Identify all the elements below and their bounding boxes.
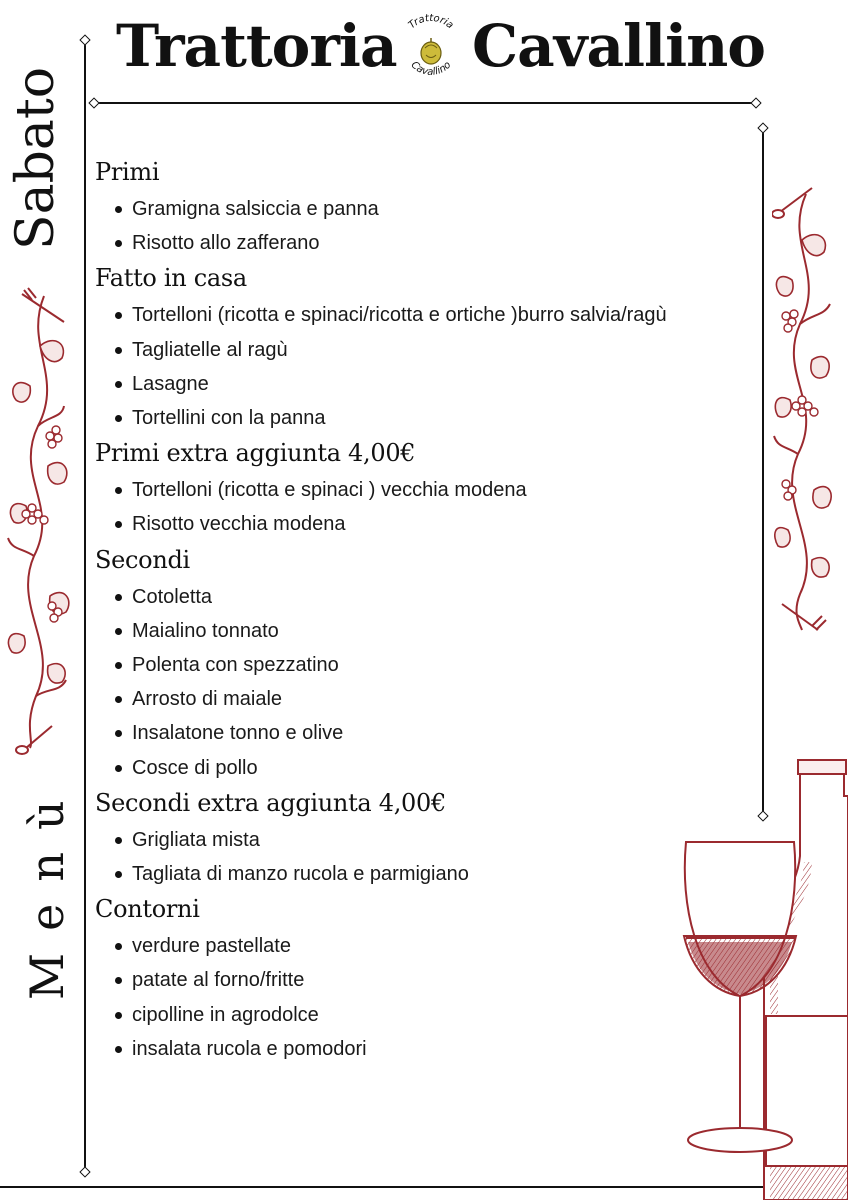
title-cavallino: Cavallino [472,12,765,80]
list-item: Risotto vecchia modena [95,507,775,541]
logo-text-top: Trattoria [406,12,456,32]
menu-content [95,156,775,1068]
section-secondi [95,544,775,785]
svg-text:Trattoria [407,13,456,31]
side-menu-label: Menù [20,778,74,1000]
divider-end-right [750,97,761,108]
item-list [95,473,775,541]
item-list [95,298,775,435]
item-list [95,580,775,785]
list-item: Tortelloni (ricotta e spinaci ) vecchia modena [95,473,775,507]
list-item: patate al forno/fritte [95,963,775,997]
section-primi [95,156,775,260]
list-item: Polenta con spezzatino [95,648,775,682]
section-secondi-extra [95,787,775,891]
frame-left-line [84,40,86,1172]
list-item: Arrosto di maiale [95,682,775,716]
right-vine-decoration-icon [772,184,836,636]
item-list [95,192,775,260]
header [0,6,848,86]
list-item: Cosce di pollo [95,751,775,785]
header-divider [94,102,756,104]
list-item: cipolline in agrodolce [95,998,775,1032]
divider-end-left [88,97,99,108]
item-list [95,823,775,891]
list-item: Tagliatelle al ragù [95,333,775,367]
logo-text-bottom: Cavallino [408,59,454,78]
list-item: Cotoletta [95,580,775,614]
list-item: Risotto allo zafferano [95,226,775,260]
left-vine-decoration-icon [4,286,76,756]
list-item: Lasagne [95,367,775,401]
list-item: Insalatone tonno e olive [95,716,775,750]
list-item: Tagliata di manzo rucola e parmigiano [95,857,775,891]
list-item: insalata rucola e pomodori [95,1032,775,1066]
section-contorni [95,893,775,1066]
frame-right-top-end [757,122,768,133]
frame-left-bottom-end [79,1166,90,1177]
list-item: verdure pastellate [95,929,775,963]
section-title: Secondi extra aggiunta 4,00€ [95,788,446,817]
section-title: Primi [95,158,160,186]
section-title: Secondi [95,545,190,574]
list-item: Gramigna salsiccia e panna [95,192,775,226]
item-list [95,929,775,1066]
title-trattoria: Trattoria [116,12,397,80]
side-day-label: Sabato [6,66,66,250]
list-item: Maialino tonnato [95,614,775,648]
list-item: Grigliata mista [95,823,775,857]
section-title: Primi extra aggiunta 4,00€ [95,439,416,468]
list-item: Tortelloni (ricotta e spinaci/ricotta e ortiche )burro salvia/ragù [95,298,775,332]
section-title: Fatto in casa [95,264,247,293]
restaurant-logo-icon [396,12,466,88]
section-primi-extra [95,437,775,541]
list-item: Tortellini con la panna [95,401,775,435]
section-fatto-in-casa [95,262,775,435]
wine-glass-bottle-illustration-icon [678,756,848,1200]
section-title: Contorni [95,895,200,924]
